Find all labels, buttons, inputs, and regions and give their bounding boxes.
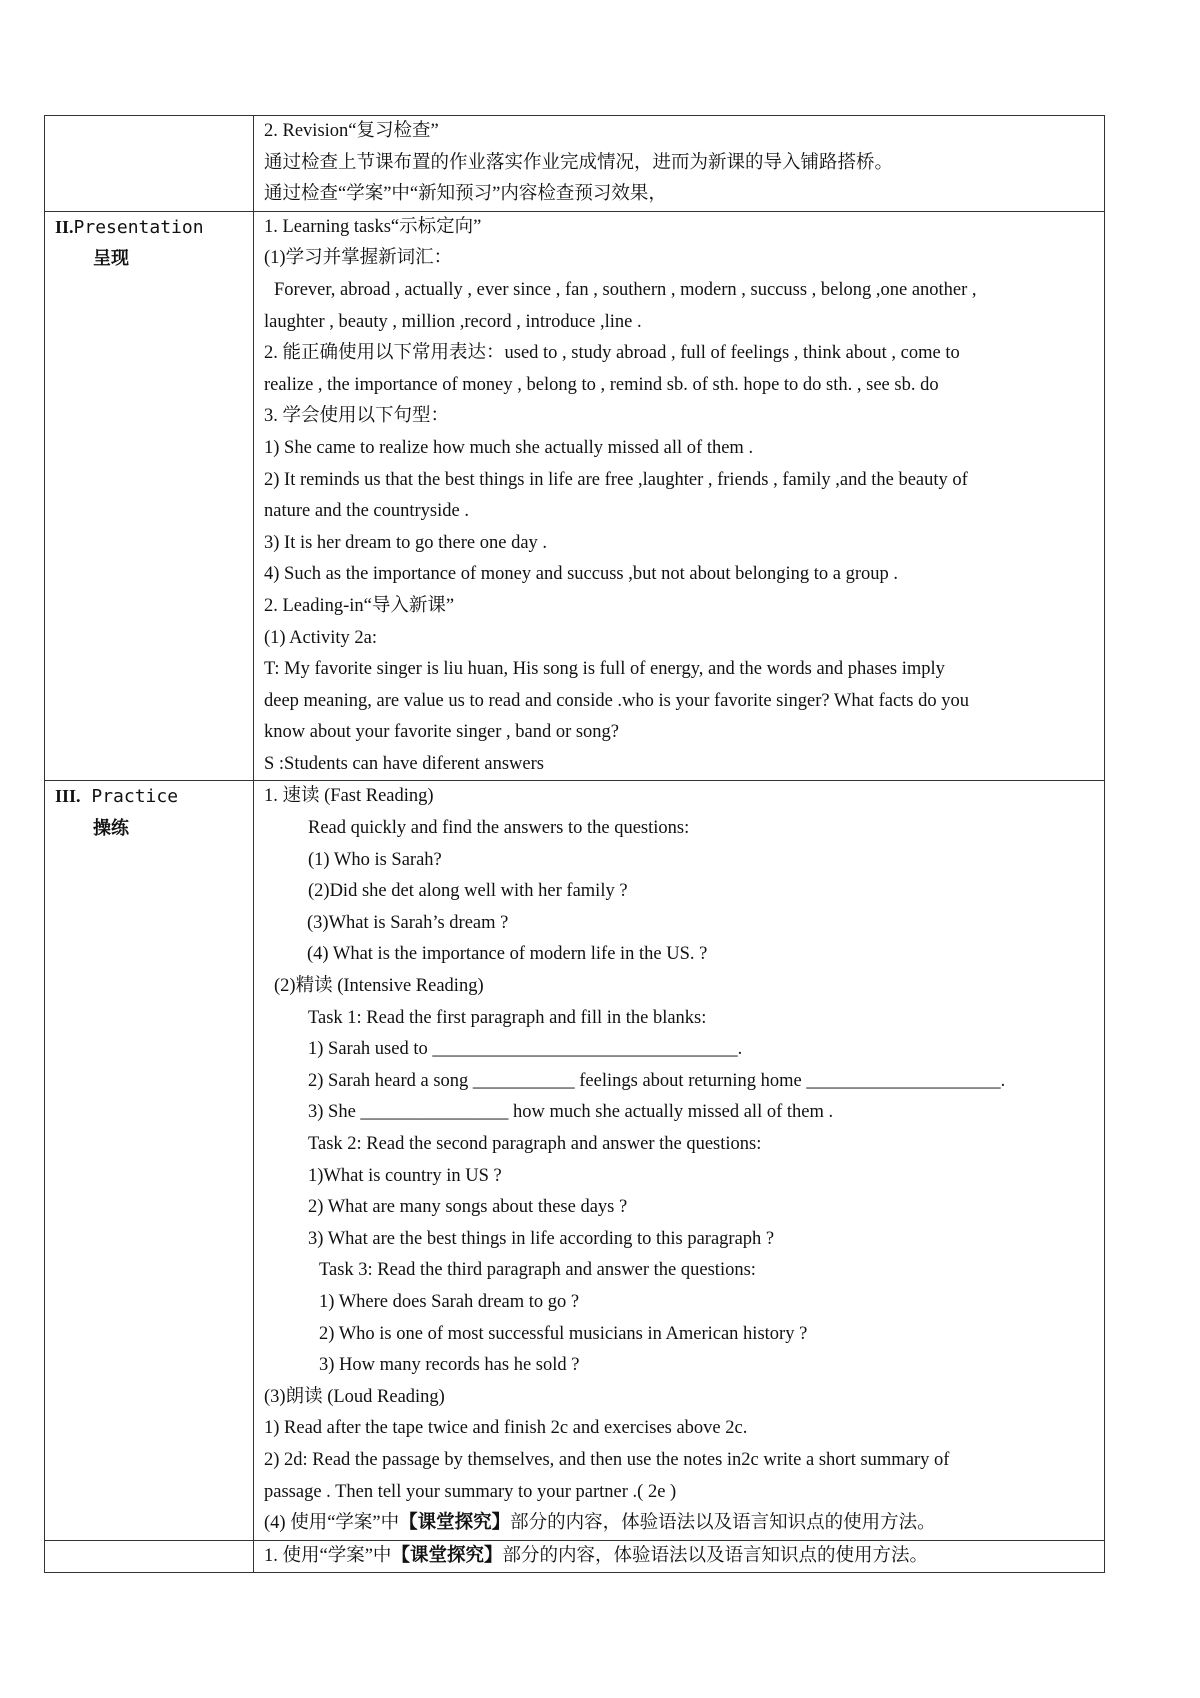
- content-line: (1)学习并掌握新词汇：: [264, 248, 453, 269]
- content-line: 1. Learning tasks“示标定向”: [264, 216, 482, 237]
- content-line: (4) What is the importance of modern life in the US. ?: [307, 944, 708, 965]
- content-line: 3) What are the best things in life according to this paragraph ?: [308, 1228, 775, 1249]
- section-label: [55, 781, 253, 813]
- content-line: 3) She ________________ how much she actually missed all of them .: [308, 1102, 834, 1123]
- content-line: 3. 学会使用以下句型：: [264, 406, 450, 427]
- table-row-practice: [45, 781, 1105, 1540]
- section-title-cn: 呈现: [93, 248, 129, 270]
- content-line: 1. 速读 (Fast Reading): [264, 786, 434, 807]
- content-line: 1) Sarah used to _________________________________.: [308, 1039, 743, 1060]
- content-line: 2. 能正确使用以下常用表达：used to , study abroad , full of feelings , think about , come to: [264, 343, 960, 364]
- content-line: laughter , beauty , million ,record , introduce ,line .: [264, 311, 642, 332]
- content-line: (3)朗读 (Loud Reading): [264, 1386, 445, 1407]
- row-content-cell: [254, 1540, 1105, 1573]
- content-line: 1) Read after the tape twice and finish 2c and exercises above 2c.: [264, 1418, 748, 1439]
- content-line: 2. Leading-in“导入新课”: [264, 595, 455, 616]
- section-title-en: Practice: [91, 786, 179, 808]
- section-number: III.: [55, 786, 81, 807]
- table-row-presentation: [45, 211, 1105, 781]
- content-line: realize , the importance of money , belong to , remind sb. of sth. hope to do sth. , see sb. do: [264, 374, 939, 395]
- emphasis-text: 【课堂探究】: [391, 1545, 503, 1566]
- content-line: 2) 2d: Read the passage by themselves, and then use the notes in2c write a short summary of: [264, 1449, 950, 1470]
- content-line: 2) Who is one of most successful musicians in American history ?: [319, 1323, 808, 1344]
- content-line: T: My favorite singer is liu huan, His song is full of energy, and the words and phases imply: [264, 659, 945, 680]
- content-line: Task 1: Read the first paragraph and fill in the blanks:: [308, 1007, 707, 1028]
- content-line: 通过检查上节课布置的作业落实作业完成情况，进而为新课的导入铺路搭桥。: [264, 152, 894, 173]
- content-line: S :Students can have diferent answers: [264, 753, 544, 774]
- content-line: (3)What is Sarah’s dream ?: [307, 912, 509, 933]
- row-content-cell: [254, 116, 1105, 212]
- content-line: 3) It is her dream to go there one day .: [264, 532, 548, 553]
- row-content-cell: [254, 211, 1105, 781]
- content-line: passage . Then tell your summary to your partner .( 2e ): [264, 1481, 677, 1502]
- content-line: Read quickly and find the answers to the questions:: [308, 818, 690, 839]
- content-line: 1)What is country in US ?: [308, 1165, 502, 1186]
- section-title-en: Presentation: [73, 216, 204, 238]
- content-line: 4) Such as the importance of money and succuss ,but not about belonging to a group .: [264, 564, 899, 585]
- section-title-cn: 操练: [93, 818, 129, 840]
- content-line: 通过检查“学案”中“新知预习”内容检查预习效果，: [264, 184, 667, 205]
- emphasis-text: 【课堂探究】: [399, 1513, 511, 1534]
- content-line: 2. Revision“复习检查”: [264, 121, 439, 141]
- content-line: Forever, abroad , actually , ever since , fan , southern , modern , succuss , belong ,one another ,: [274, 279, 977, 300]
- row-label-cell: [45, 1540, 254, 1573]
- content-line: deep meaning, are value us to read and conside .who is your favorite singer? What facts do you: [264, 690, 969, 711]
- content-line: 3) How many records has he sold ?: [319, 1355, 580, 1376]
- content-line: 2) Sarah heard a song ___________ feelings about returning home _____________________.: [308, 1070, 1006, 1091]
- table-row-exploration: [45, 1540, 1105, 1573]
- content-line: 1) Where does Sarah dream to go ?: [319, 1291, 580, 1312]
- row-label-cell: [45, 781, 254, 1540]
- section-number: II.: [55, 216, 74, 237]
- content-line: (1) Who is Sarah?: [308, 849, 442, 870]
- content-line: (1) Activity 2a:: [264, 627, 378, 648]
- content-line: (2)精读 (Intensive Reading): [274, 976, 484, 997]
- content-line: 1) She came to realize how much she actually missed all of them .: [264, 437, 754, 458]
- content-line: know about your favorite singer , band or song?: [264, 722, 620, 743]
- content-line: (4) 使用“学案”中【课堂探究】部分的内容，体验语法以及语言知识点的使用方法。: [264, 1513, 936, 1534]
- row-label-cell: [45, 116, 254, 212]
- content-line: Task 2: Read the second paragraph and answer the questions:: [308, 1134, 762, 1154]
- content-line: 1. 使用“学案”中【课堂探究】部分的内容，体验语法以及语言知识点的使用方法。: [264, 1545, 928, 1566]
- content-line: 2) It reminds us that the best things in life are free ,laughter , friends , family ,and the beauty of: [264, 469, 968, 490]
- section-label: [55, 212, 253, 244]
- content-line: (2)Did she det along well with her family ?: [308, 881, 628, 902]
- content-line: Task 3: Read the third paragraph and answer the questions:: [319, 1260, 756, 1281]
- table-row-revision: [45, 116, 1105, 212]
- row-label-cell: [45, 211, 254, 781]
- content-line: nature and the countryside .: [264, 501, 469, 522]
- lesson-plan-table: [44, 115, 1105, 1573]
- content-line: 2) What are many songs about these days ?: [308, 1197, 628, 1218]
- row-content-cell: [254, 781, 1105, 1540]
